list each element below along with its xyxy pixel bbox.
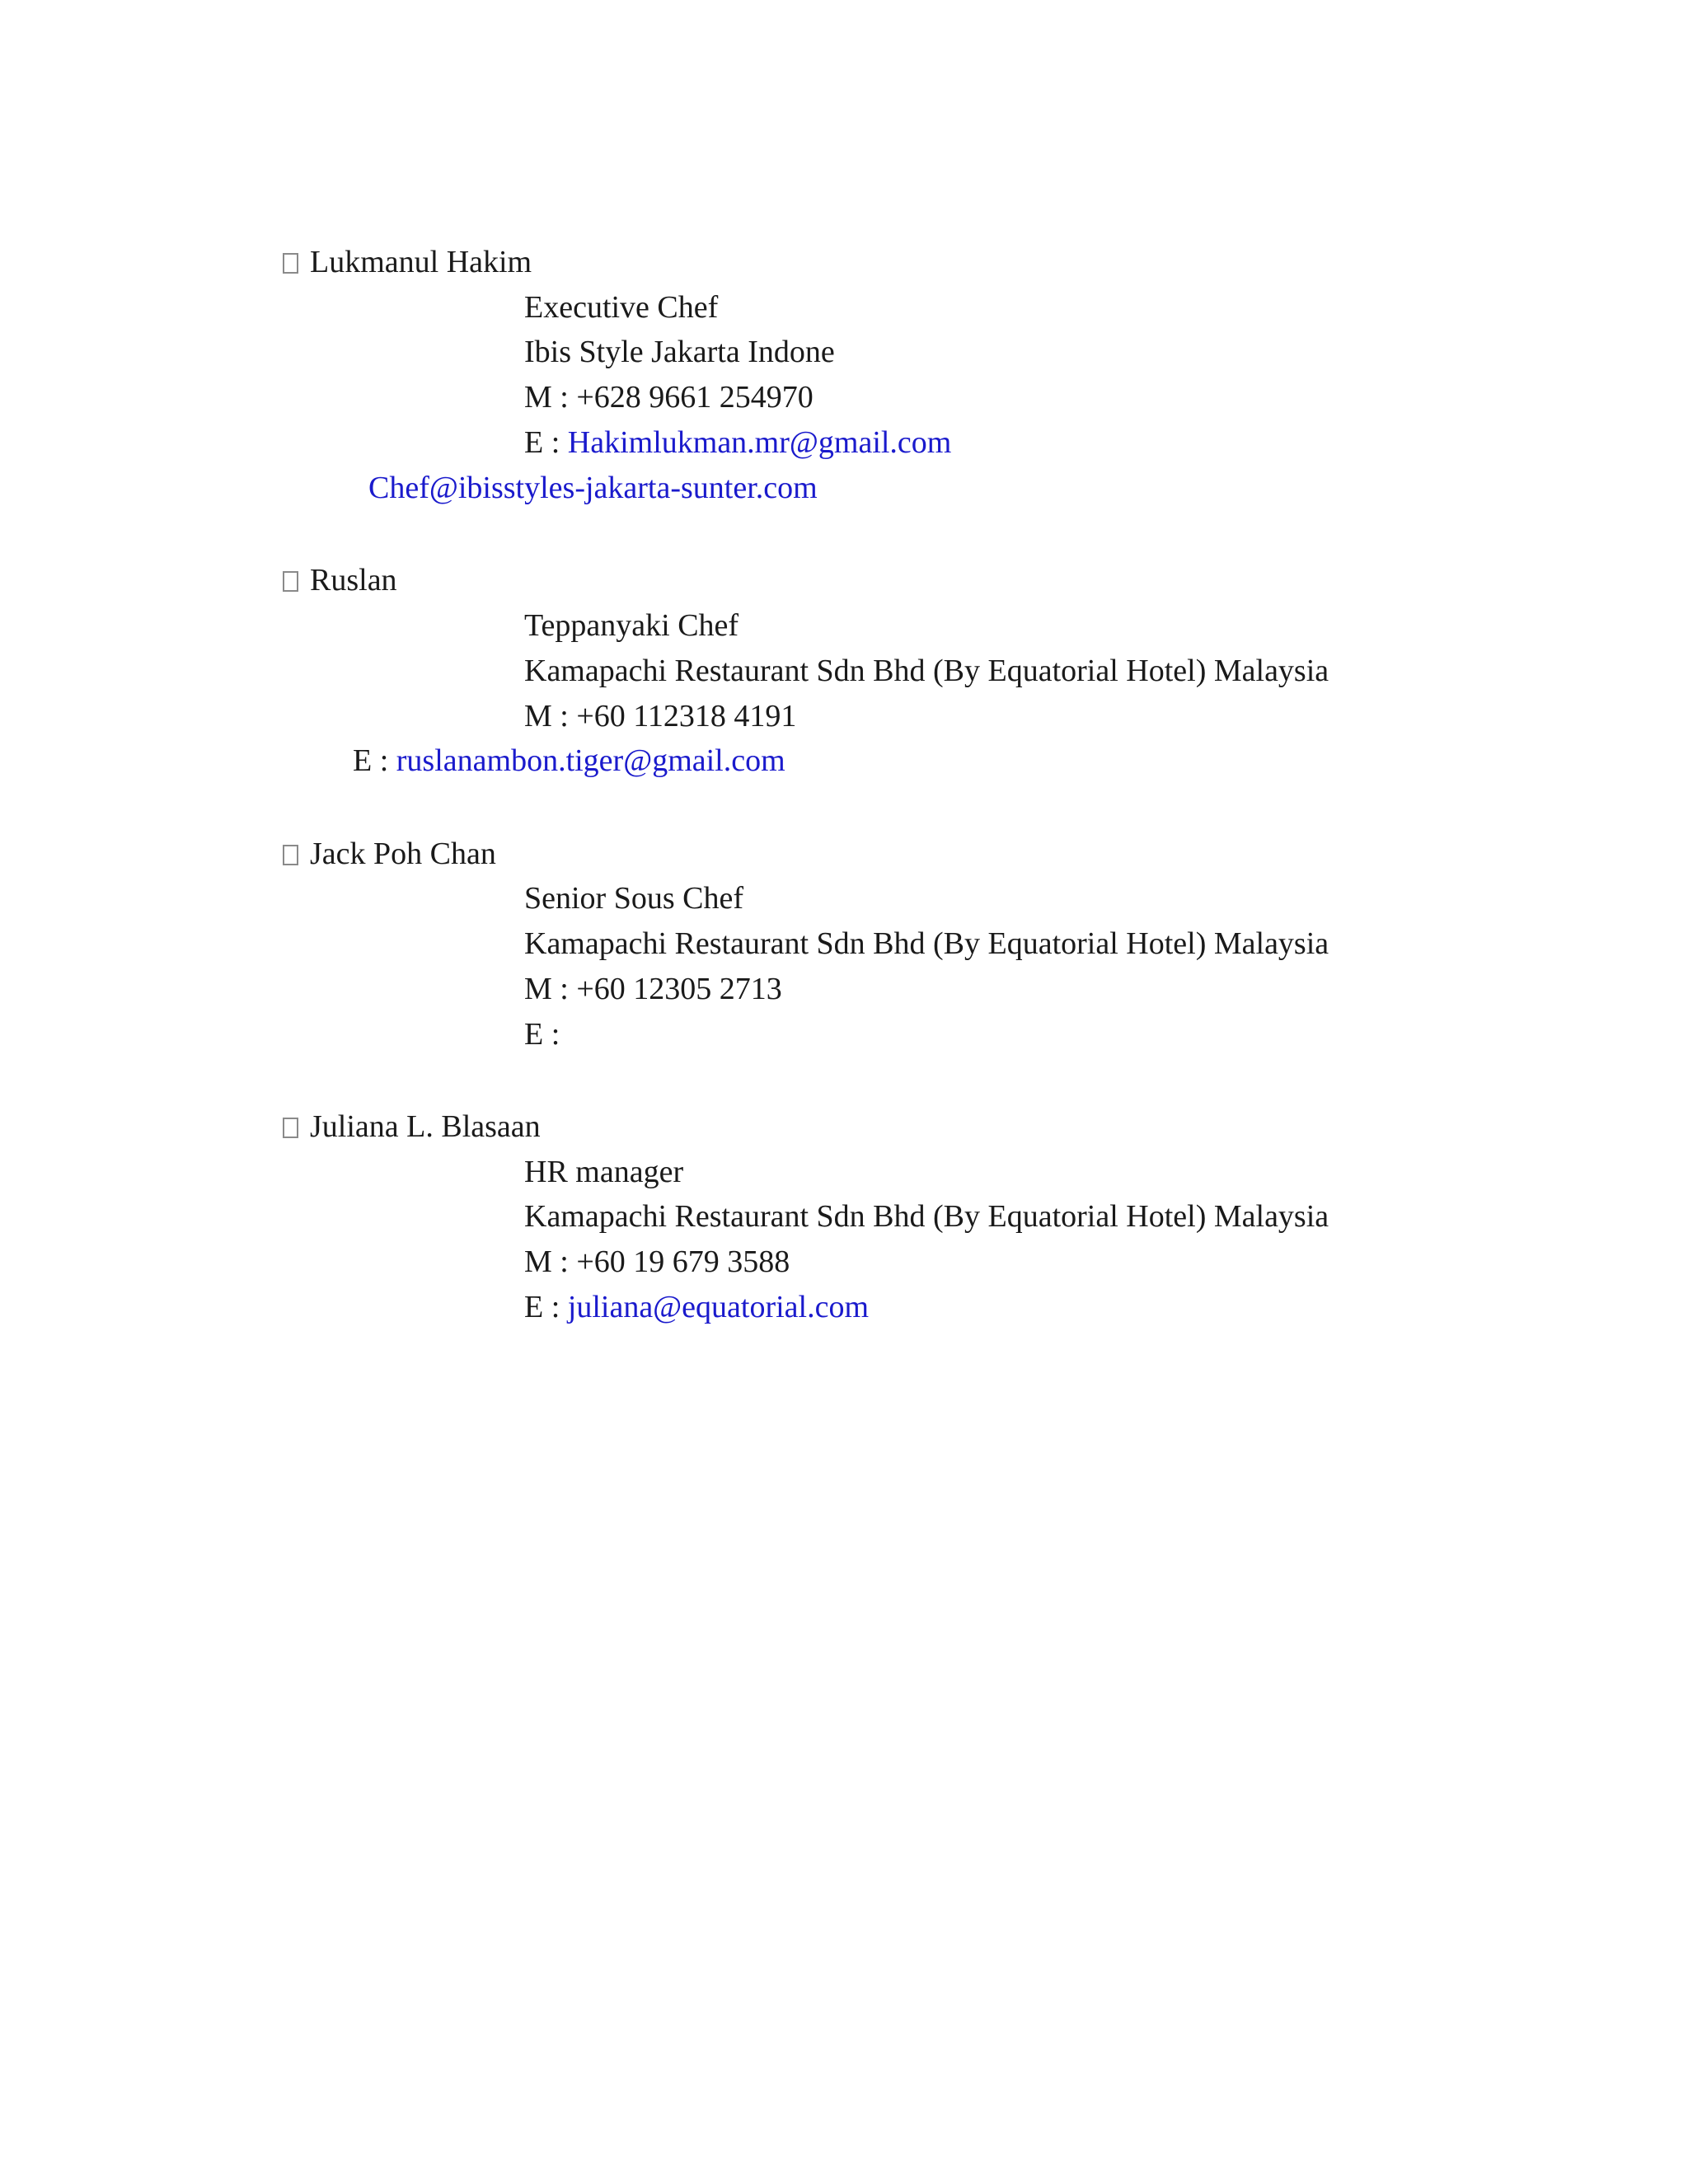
contact-mobile-2: M : +60 112318 4191 (524, 699, 797, 733)
email-label: E : (353, 743, 389, 778)
contact-name: Ruslan (310, 563, 397, 598)
contact-title-4: HR manager (524, 1155, 684, 1189)
email-label: E : (524, 1017, 560, 1052)
contact-company-4: Kamapachi Restaurant Sdn Bhd (By Equatorial Hotel) Malaysia (524, 1199, 1329, 1234)
contact-title-2: Teppanyaki Chef (524, 608, 739, 643)
contact-name-1 (283, 244, 532, 280)
contact-name-2 (283, 562, 397, 598)
bullet-icon (283, 253, 298, 274)
email-link[interactable]: juliana@equatorial.com (567, 1290, 870, 1324)
contact-title-3: Senior Sous Chef (524, 881, 743, 916)
bullet-icon (283, 845, 298, 865)
bullet-icon (283, 571, 298, 592)
email-link[interactable]: Hakimlukman.mr@gmail.com (567, 425, 952, 460)
contact-mobile-1: M : +628 9661 254970 (524, 380, 814, 415)
contact-company-2: Kamapachi Restaurant Sdn Bhd (By Equatorial Hotel) Malaysia (524, 654, 1329, 688)
contact-email-line-1 (524, 424, 951, 461)
contact-company-3: Kamapachi Restaurant Sdn Bhd (By Equatorial Hotel) Malaysia (524, 926, 1329, 961)
contact-company-1: Ibis Style Jakarta Indone (524, 335, 835, 369)
email-link[interactable]: ruslanambon.tiger@gmail.com (396, 743, 785, 778)
contact-email-line-4 (524, 1289, 869, 1325)
contact-title-1: Executive Chef (524, 290, 719, 325)
contact-name-4 (283, 1108, 541, 1145)
contact-email-line-3 (524, 1016, 560, 1052)
contact-name: Juliana L. Blasaan (310, 1109, 541, 1144)
contact-name: Jack Poh Chan (310, 837, 496, 871)
bullet-icon (283, 1118, 298, 1138)
contact-name: Lukmanul Hakim (310, 245, 532, 279)
contact-name-3 (283, 836, 496, 872)
contact-email2-link-1[interactable]: Chef@ibisstyles-jakarta-sunter.com (368, 471, 818, 505)
contact-mobile-3: M : +60 12305 2713 (524, 972, 782, 1006)
contact-mobile-4: M : +60 19 679 3588 (524, 1244, 790, 1279)
contact-email-line-2 (353, 743, 785, 779)
email-label: E : (524, 425, 560, 460)
email-label: E : (524, 1290, 560, 1324)
